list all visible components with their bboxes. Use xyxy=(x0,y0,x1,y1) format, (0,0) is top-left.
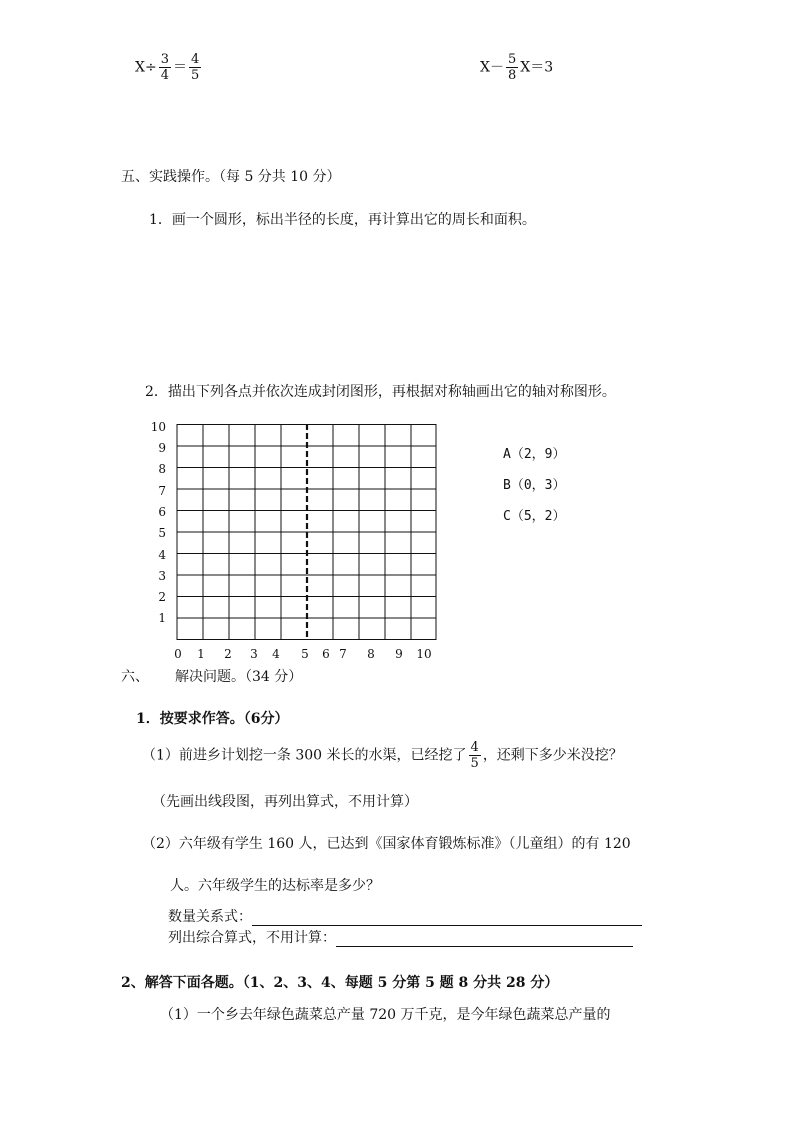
eq1-prefix: X÷ xyxy=(135,59,157,76)
y-label: 4 xyxy=(158,548,166,562)
quantity-relation-blank[interactable] xyxy=(252,911,642,926)
y-label: 10 xyxy=(150,420,166,434)
quantity-relation-label: 数量关系式： xyxy=(168,909,252,925)
part1-title: 1．按要求作答。（6分） xyxy=(136,711,289,727)
problem-2-line-1: （2）六年级有学生 160 人，已达到《国家体育锻炼标准》（儿童组）的有 120 xyxy=(142,836,631,852)
x-label: 0 xyxy=(174,647,182,661)
y-label: 6 xyxy=(158,505,166,519)
eq1-fraction-right: $\frac{4}{5}$ xyxy=(190,52,200,83)
problem-1 xyxy=(142,740,623,771)
y-label: 3 xyxy=(158,569,166,583)
coordinate-grid xyxy=(176,424,438,646)
problem-1-text-pre: （1）前进乡计划挖一条 300 米长的水渠，已经挖了 xyxy=(142,747,467,764)
x-label: 1 xyxy=(197,647,205,661)
problem-1-text-post: ，还剩下多少米没挖？ xyxy=(482,747,623,764)
problem-1-fraction: $\frac{4}{5}$ xyxy=(470,740,479,771)
x-axis-labels xyxy=(168,647,448,663)
x-label: 10 xyxy=(416,647,432,661)
y-label: 2 xyxy=(158,590,166,604)
eq1-fraction-left: $\frac{3}{4}$ xyxy=(160,52,169,83)
formula-label: 列出综合算式，不用计算： xyxy=(168,930,336,946)
x-label: 4 xyxy=(272,647,280,661)
x-label: 6 xyxy=(322,647,330,661)
x-label: 3 xyxy=(250,647,258,661)
part2-question-1: （1）一个乡去年绿色蔬菜总产量 720 万千克，是今年绿色蔬菜总产量的 xyxy=(160,1007,611,1023)
x-label: 2 xyxy=(224,647,232,661)
y-label: 7 xyxy=(158,484,166,498)
eq2-suffix: X＝3 xyxy=(520,59,554,76)
y-label: 5 xyxy=(158,526,166,540)
point-b: B（0，3） xyxy=(503,478,566,493)
section5-question-2: 2．描出下列各点并依次连成封闭图形，再根据对称轴画出它的轴对称图形。 xyxy=(145,384,616,400)
x-label: 7 xyxy=(339,647,347,661)
coordinate-grid-area xyxy=(148,418,448,668)
problem-1-note: （先画出线段图，再列出算式，不用计算） xyxy=(152,794,418,810)
x-label: 8 xyxy=(367,647,375,661)
equation-1 xyxy=(135,52,203,83)
eq2-fraction: $\frac{5}{8}$ xyxy=(507,52,517,83)
formula-row xyxy=(168,927,633,947)
point-a: A（2，9） xyxy=(503,447,566,462)
eq1-equals: ＝ xyxy=(172,59,187,76)
eq2-prefix: X－ xyxy=(480,59,504,76)
section6-text: 解决问题。（34 分） xyxy=(175,669,303,685)
y-axis-labels xyxy=(148,418,168,648)
y-label: 9 xyxy=(158,441,166,455)
x-label: 9 xyxy=(395,647,403,661)
part2-title: 2、解答下面各题。（1、2、3、4、每题 5 分第 5 题 8 分共 28 分） xyxy=(121,975,559,991)
section6-number: 六、 xyxy=(121,669,149,685)
y-label: 8 xyxy=(158,462,166,476)
section5-question-1: 1．画一个圆形，标出半径的长度，再计算出它的周长和面积。 xyxy=(149,212,536,228)
equation-2 xyxy=(480,52,553,83)
point-c: C（5，2） xyxy=(503,509,566,524)
formula-blank[interactable] xyxy=(336,932,633,947)
y-label: 1 xyxy=(158,611,166,625)
point-list xyxy=(503,443,623,533)
section5-title: 五、实践操作。（每 5 分共 10 分） xyxy=(121,169,341,185)
x-label: 5 xyxy=(301,647,309,661)
section6-title xyxy=(121,666,302,686)
quantity-relation-row xyxy=(168,906,642,926)
problem-2-line-2: 人。六年级学生的达标率是多少？ xyxy=(170,878,380,894)
